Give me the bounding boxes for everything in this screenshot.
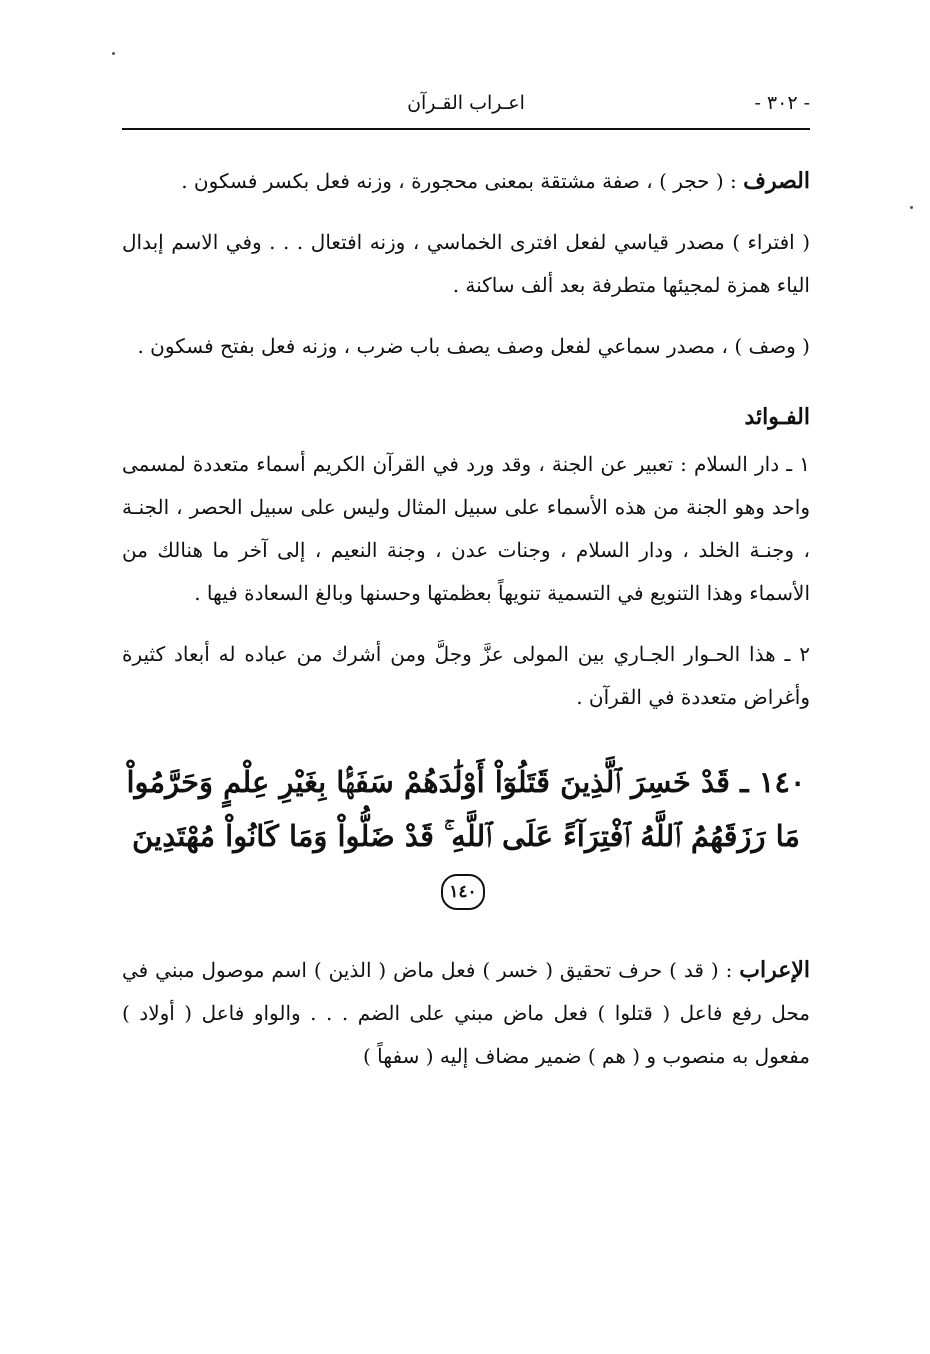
quran-verse — [122, 755, 810, 917]
page-body — [122, 160, 810, 1096]
running-title: اعـراب القـرآن — [407, 92, 525, 114]
fawaid-text-2: ٢ ـ هذا الحـوار الجـاري بين المولى عزَّ وجلَّ ومن أشرك من عباده له أبعاد كثيرة وأغراض متعددة في القرآن . — [122, 642, 810, 709]
irab-text: : ( قد ) حرف تحقيق ( خسر ) فعل ماض ( الذين ) اسم موصول مبني في محل رفع فاعل ( قتلوا ) فعل ماض مبني على الضم . . . والواو فاعل ( أولاد ) مفعول به منصوب و ( هم ) ضمير مضاف إليه ( سفهاً ) — [122, 958, 810, 1068]
sarf-paragraph-3 — [122, 325, 810, 368]
scan-speck — [910, 206, 913, 209]
fawaid-heading: الفـوائد — [744, 404, 810, 430]
page-number: - ٣٠٢ - — [754, 92, 810, 114]
verse-text: قَدْ خَسِرَ ٱلَّذِينَ قَتَلُوٓاْ أَوْلَٰدَهُمْ سَفَهًۢا بِغَيْرِ عِلْمٍ وَحَرَّمُواْ مَا رَزَقَهُمُ ٱللَّهُ ٱفْتِرَآءً عَلَى ٱللَّهِ ۚ قَدْ ضَلُّواْ وَمَا كَانُواْ مُهْتَدِينَ — [126, 765, 800, 853]
verse-end-marker: ١٤٠ — [441, 874, 485, 910]
verse-number: ١٤٠ ـ — [740, 765, 806, 799]
header-rule — [122, 128, 810, 130]
sarf-paragraph-1 — [122, 160, 810, 203]
page-header — [122, 92, 810, 126]
scan-speck — [112, 52, 115, 55]
fawaid-text-1: ١ ـ دار السلام : تعبير عن الجنة ، وقد ورد في القرآن الكريم أسماء متعددة لمسمى واحد وهو الجنة من هذه الأسماء على سبيل المثال وليس على سبيل الحصر ، الجنـة ، وجنـة الخلد ، ودار السلام ، وجنات عدن ، وجنة النعيم ، إلى آخر ما هنالك من الأسماء وهذا التنويع في التسمية تنويهاً بعظمتها وحسنها وبالغ السعادة فيها . — [122, 452, 810, 605]
irab-paragraph — [122, 949, 810, 1078]
sarf-label: الصرف — [743, 168, 810, 194]
fawaid-paragraph-1 — [122, 443, 810, 615]
sarf-text-1: : ( حجر ) ، صفة مشتقة بمعنى محجورة ، وزنه فعل بكسر فسكون . — [181, 169, 737, 193]
irab-label: الإعراب — [739, 957, 810, 983]
fawaid-paragraph-2 — [122, 633, 810, 719]
sarf-text-3: ( وصف ) ، مصدر سماعي لفعل وصف يصف باب ضرب ، وزنه فعل بفتح فسكون . — [137, 334, 810, 358]
sarf-paragraph-2 — [122, 221, 810, 307]
sarf-text-2: ( افتراء ) مصدر قياسي لفعل افترى الخماسي ، وزنه افتعال . . . وفي الاسم إبدال الياء همزة لمجيئها متطرفة بعد ألف ساكنة . — [122, 230, 810, 297]
